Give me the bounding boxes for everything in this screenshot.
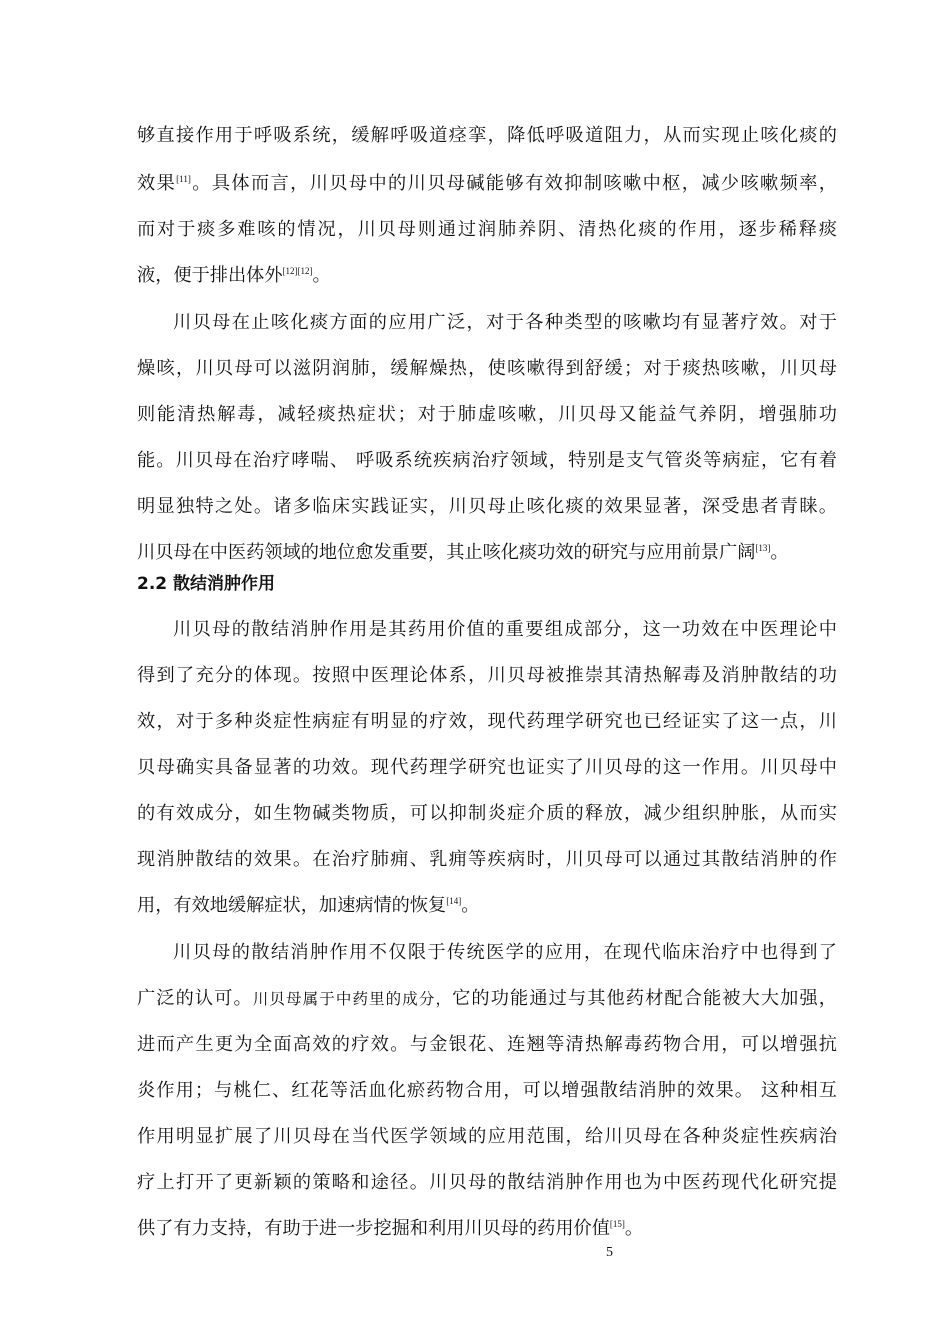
text-line: 炎作用；与桃仁、红花等活血化瘀药物合用，可以增强散结消肿的效果。 这种相互 xyxy=(137,1080,837,1101)
text-line: 疗上打开了更新颖的策略和途径。川贝母的散结消肿作用也为中医药现代化研究提 xyxy=(137,1172,837,1193)
text-line: 川贝母的散结消肿作用是其药用价值的重要组成部分，这一功效在中医理论中 xyxy=(173,619,837,640)
text-line: 作用明显扩展了川贝母在当代医学领域的应用范围，给川贝母在各种炎症性疾病治 xyxy=(137,1126,837,1147)
text-line: 够直接作用于呼吸系统，缓解呼吸道痉挛，降低呼吸道阻力，从而实现止咳化痰的 xyxy=(137,125,837,146)
text-line: 液，便于排出体外[12][12]。 xyxy=(137,265,331,286)
text-line: 供了有力支持，有助于进一步挖掘和利用川贝母的药用价值[15]。 xyxy=(137,1218,644,1239)
text-line: 用，有效地缓解症状，加速病情的恢复[14]。 xyxy=(137,895,480,916)
section-heading: 2.2 散结消肿作用 xyxy=(137,574,276,594)
citation-ref: [13] xyxy=(755,543,771,553)
text-line: 得到了充分的体现。按照中医理论体系，川贝母被推崇其清热解毒及消肿散结的功 xyxy=(137,665,837,686)
text-line: 燥咳，川贝母可以滋阴润肺，缓解燥热，使咳嗽得到舒缓；对于痰热咳嗽，川贝母 xyxy=(137,358,837,379)
text-line: 广泛的认可。川贝母属于中药里的成分，它的功能通过与其他药材配合能被大大加强， xyxy=(137,988,837,1009)
text-line: 川贝母在止咳化痰方面的应用广泛，对于各种类型的咳嗽均有显著疗效。对于 xyxy=(173,312,837,333)
text-line: 贝母确实具备显著的功效。现代药理学研究也证实了川贝母的这一作用。川贝母中 xyxy=(137,757,837,778)
text-line: 则能清热解毒，减轻痰热症状；对于肺虚咳嗽，川贝母又能益气养阴，增强肺功 xyxy=(137,404,837,425)
text-line: 川贝母的散结消肿作用不仅限于传统医学的应用，在现代临床治疗中也得到了 xyxy=(173,942,837,963)
text-line: 明显独特之处。诸多临床实践证实，川贝母止咳化痰的效果显著，深受患者青睐。 xyxy=(137,496,837,517)
text-line: 川贝母在中医药领域的地位愈发重要，其止咳化痰功效的研究与应用前景广阔[13]。 xyxy=(137,542,789,563)
citation-ref: [12][12] xyxy=(282,266,313,276)
text-line: 而对于痰多难咳的情况，川贝母则通过润肺养阴、清热化痰的作用，逐步稀释痰 xyxy=(137,219,837,240)
text-line: 进而产生更为全面高效的疗效。与金银花、连翘等清热解毒药物合用，可以增强抗 xyxy=(137,1034,837,1055)
citation-ref: [14] xyxy=(446,896,462,906)
citation-ref: [15] xyxy=(609,1219,625,1229)
text-line: 效，对于多种炎症性病症有明显的疗效，现代药理学研究也已经证实了这一点，川 xyxy=(137,711,837,732)
text-line: 现消肿散结的效果。在治疗肺痈、乳痈等疾病时，川贝母可以通过其散结消肿的作 xyxy=(137,849,837,870)
citation-ref: [11] xyxy=(176,174,191,184)
page-number: 5 xyxy=(606,1245,613,1260)
text-line: 的有效成分，如生物碱类物质，可以抑制炎症介质的释放，减少组织肿胀，从而实 xyxy=(137,803,837,824)
text-line: 效果[11]。具体而言，川贝母中的川贝母碱能够有效抑制咳嗽中枢，减少咳嗽频率， xyxy=(137,173,837,194)
text-line: 能。川贝母在治疗哮喘、 呼吸系统疾病治疗领域，特别是支气管炎等病症，它有着 xyxy=(137,450,837,471)
